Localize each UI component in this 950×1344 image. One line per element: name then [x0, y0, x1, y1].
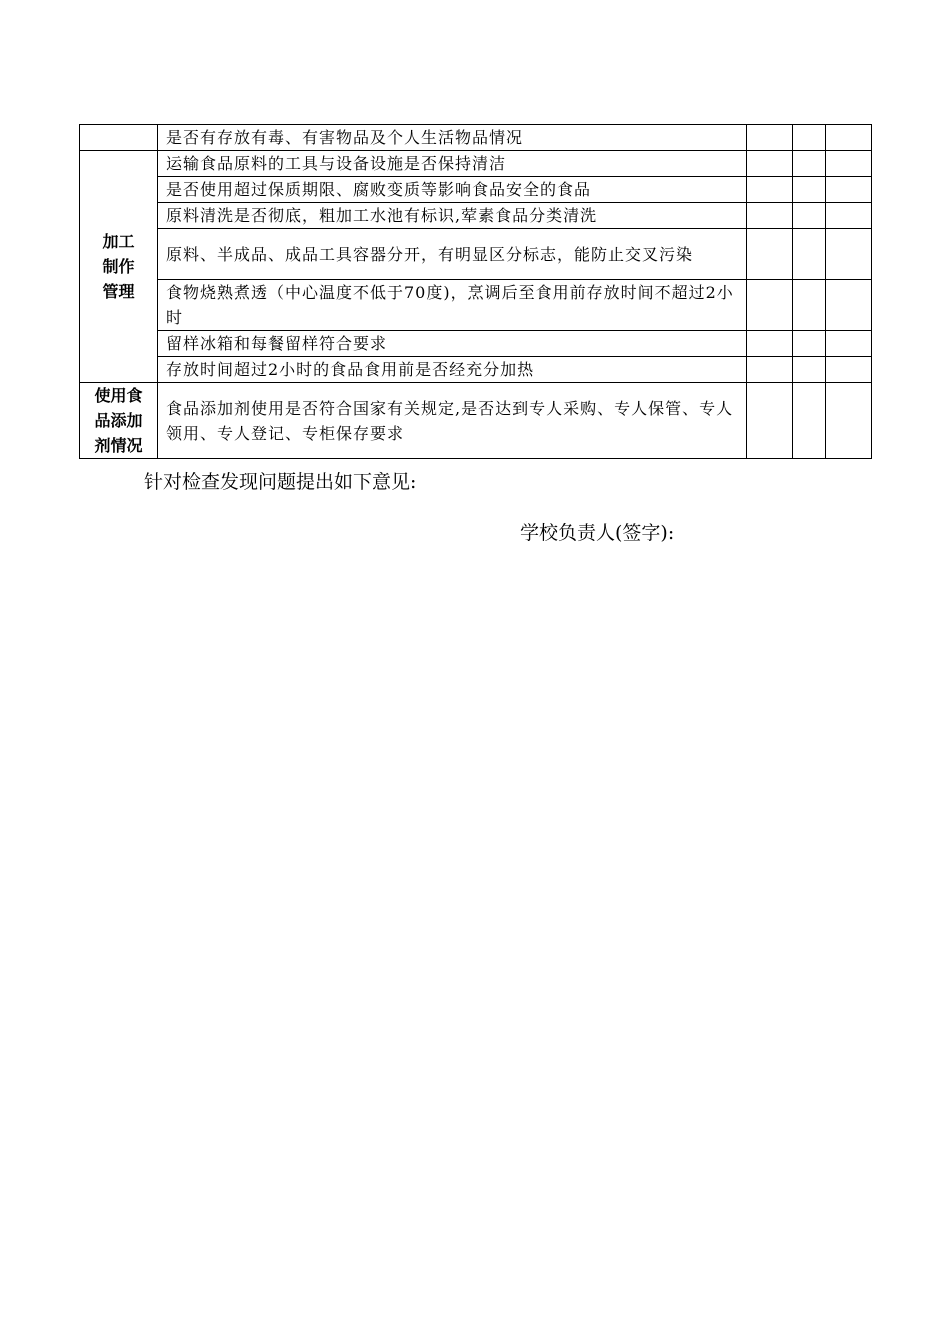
table-row: [80, 280, 872, 331]
category-line: 加工: [102, 232, 135, 251]
check-box[interactable]: [793, 151, 826, 177]
check-item: 食物烧熟煮透（中心温度不低于70度)，烹调后至食用前存放时间不超过2小时: [158, 280, 747, 331]
check-box[interactable]: [826, 125, 872, 151]
category-line: 品添加: [94, 411, 143, 430]
category-processing: [80, 151, 158, 383]
check-box[interactable]: [826, 151, 872, 177]
check-box[interactable]: [793, 357, 826, 383]
inspection-table: [79, 124, 872, 459]
table-row: [80, 357, 872, 383]
check-item: 原料清洗是否彻底，粗加工水池有标识,荤素食品分类清洗: [158, 203, 747, 229]
check-box[interactable]: [826, 331, 872, 357]
check-item: 是否有存放有毒、有害物品及个人生活物品情况: [158, 125, 747, 151]
check-box[interactable]: [826, 203, 872, 229]
table-row: [80, 177, 872, 203]
table-row: [80, 151, 872, 177]
check-box[interactable]: [747, 229, 793, 280]
category-cell-blank: [80, 125, 158, 151]
check-box[interactable]: [793, 331, 826, 357]
check-item: 是否使用超过保质期限、腐败变质等影响食品安全的食品: [158, 177, 747, 203]
check-box[interactable]: [793, 229, 826, 280]
check-box[interactable]: [747, 383, 793, 459]
category-additives: [80, 383, 158, 459]
category-line: 使用食: [94, 386, 143, 405]
check-item: 运输食品原料的工具与设备设施是否保持清洁: [158, 151, 747, 177]
table-row: [80, 203, 872, 229]
check-box[interactable]: [793, 125, 826, 151]
check-box[interactable]: [793, 280, 826, 331]
check-box[interactable]: [826, 177, 872, 203]
check-box[interactable]: [793, 383, 826, 459]
check-box[interactable]: [793, 177, 826, 203]
opinion-text: 针对检查发现问题提出如下意见:: [144, 471, 417, 493]
category-line: 剂情况: [94, 436, 143, 455]
check-box[interactable]: [826, 280, 872, 331]
check-item: 食品添加剂使用是否符合国家有关规定,是否达到专人采购、专人保管、专人领用、专人登记、专柜保存要求: [158, 383, 747, 459]
check-item: 留样冰箱和每餐留样符合要求: [158, 331, 747, 357]
signature-label: 学校负责人(签字):: [520, 522, 675, 544]
check-box[interactable]: [826, 383, 872, 459]
table-row: [80, 383, 872, 459]
check-item: 原料、半成品、成品工具容器分开，有明显区分标志，能防止交叉污染: [158, 229, 747, 280]
table-row: [80, 331, 872, 357]
check-box[interactable]: [747, 125, 793, 151]
check-box[interactable]: [826, 357, 872, 383]
check-box[interactable]: [747, 331, 793, 357]
check-box[interactable]: [793, 203, 826, 229]
check-box[interactable]: [747, 203, 793, 229]
check-item: 存放时间超过2小时的食品食用前是否经充分加热: [158, 357, 747, 383]
category-line: 制作: [102, 257, 135, 276]
check-box[interactable]: [747, 357, 793, 383]
check-box[interactable]: [747, 151, 793, 177]
check-box[interactable]: [747, 280, 793, 331]
table-row: [80, 229, 872, 280]
check-box[interactable]: [747, 177, 793, 203]
check-box[interactable]: [826, 229, 872, 280]
table-row: [80, 125, 872, 151]
category-line: 管理: [102, 282, 135, 301]
